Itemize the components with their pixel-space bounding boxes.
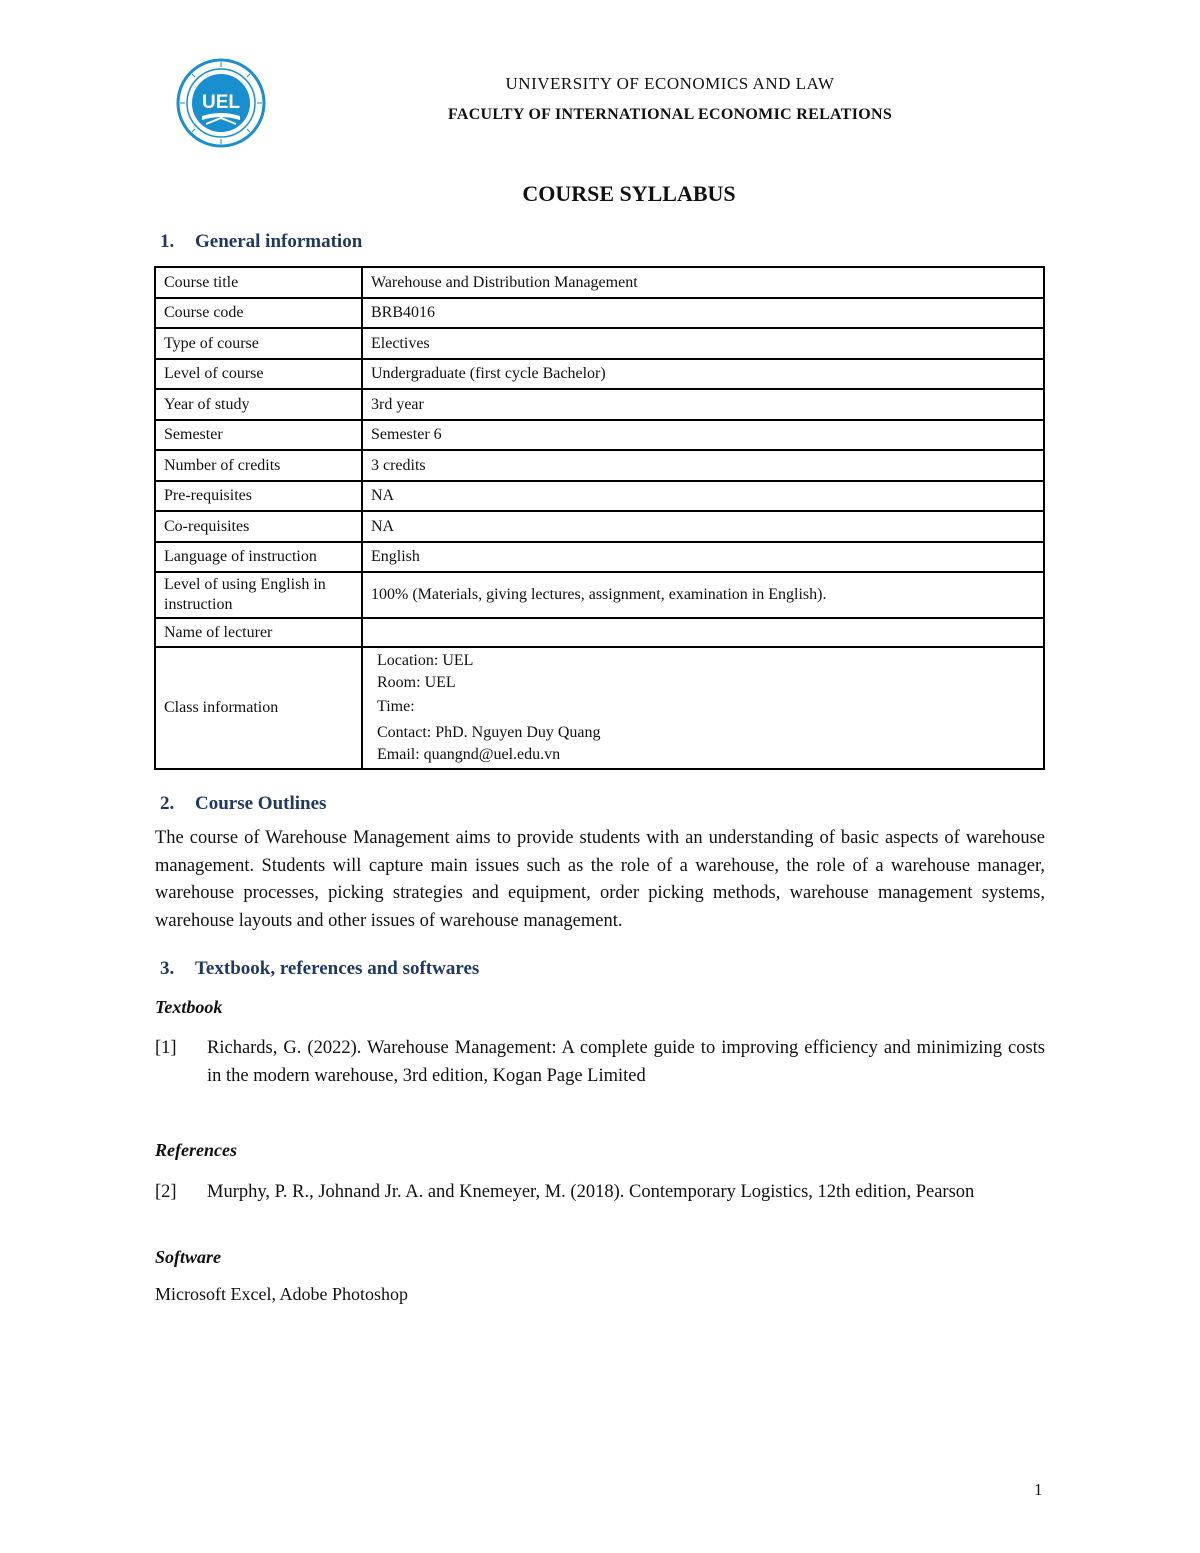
table-row [155,542,1044,572]
page-number: 1 [1034,1480,1043,1499]
row-value: NA [362,481,1044,511]
class-room: Room: UEL [377,674,456,691]
faculty-name: FACULTY OF INTERNATIONAL ECONOMIC RELATIONS [447,106,893,123]
row-label: Course code [155,298,362,328]
row-label: Name of lecturer [155,618,362,647]
general-info-table [154,266,1045,770]
class-time: Time: [377,698,415,715]
class-email: Email: quangnd@uel.edu.vn [377,746,561,763]
textbook-heading: Textbook [155,997,223,1017]
row-value: 3rd year [362,389,1044,420]
row-label: Co-requisites [155,511,362,542]
row-value: 100% (Materials, giving lectures, assignment, examination in English). [362,572,1044,618]
software-heading: Software [155,1247,222,1267]
table-row [155,647,1044,769]
textbook-entry [155,1034,1045,1090]
references-heading: References [155,1140,237,1160]
row-value: Undergraduate (first cycle Bachelor) [362,359,1044,389]
section-title: General information [195,231,363,252]
row-value: Warehouse and Distribution Management [362,267,1044,298]
row-value: Electives [362,328,1044,359]
logo-text: UEL [202,92,240,113]
course-outline-paragraph: The course of Warehouse Management aims to provide students with an understanding of basic aspects of warehouse management. Students will capture main issues such as the role of a warehouse, the role of a warehouse manager, warehouse processes, picking strategies and equipment, order picking methods, warehouse management systems, warehouse layouts and other issues of warehouse management. [155,828,1045,931]
table-row [155,450,1044,481]
section-title: Course Outlines [195,793,327,814]
section-title: Textbook, references and softwares [195,958,480,979]
citation-text: Richards, G. (2022). Warehouse Management: A complete guide to improving efficiency and minimizing costs in the modern warehouse, 3rd edition, Kogan Page Limited [207,1038,1045,1086]
section-general-information [160,231,362,253]
software-list: Microsoft Excel, Adobe Photoshop [155,1284,408,1304]
document-title: COURSE SYLLABUS [522,181,736,206]
class-contact: Contact: PhD. Nguyen Duy Quang [377,724,601,741]
section-course-outlines [160,793,326,815]
row-label: Number of credits [155,450,362,481]
row-value: NA [362,511,1044,542]
table-row [155,572,1044,618]
row-label: Class information [155,647,362,769]
table-row [155,511,1044,542]
table-row [155,481,1044,511]
row-label: Course title [155,267,362,298]
table-row [155,389,1044,420]
row-value: BRB4016 [362,298,1044,328]
uel-logo [176,58,266,148]
university-name: UNIVERSITY OF ECONOMICS AND LAW [505,74,835,93]
row-label: Year of study [155,389,362,420]
table-row [155,298,1044,328]
class-location: Location: UEL [377,652,474,669]
section-number: 1. [160,231,175,252]
row-value: 3 credits [362,450,1044,481]
class-info-cell [362,647,1044,769]
row-value [362,618,1044,647]
row-value: English [362,542,1044,572]
citation-tag: [1] [155,1038,177,1058]
table-row [155,420,1044,450]
row-label: Level of using English in instruction [155,572,362,618]
table-row [155,359,1044,389]
citation-text: Murphy, P. R., Johnand Jr. A. and Knemeyer, M. (2018). Contemporary Logistics, 12th edition, Pearson [207,1182,975,1202]
table-row [155,618,1044,647]
row-label: Level of course [155,359,362,389]
row-value: Semester 6 [362,420,1044,450]
row-label: Language of instruction [155,542,362,572]
section-number: 2. [160,793,175,814]
section-textbook-references [160,958,479,980]
table-row [155,267,1044,298]
row-label: Semester [155,420,362,450]
row-label: Pre-requisites [155,481,362,511]
table-row [155,328,1044,359]
citation-tag: [2] [155,1182,177,1202]
section-number: 3. [160,958,175,979]
row-label: Type of course [155,328,362,359]
reference-entry [155,1178,1045,1206]
